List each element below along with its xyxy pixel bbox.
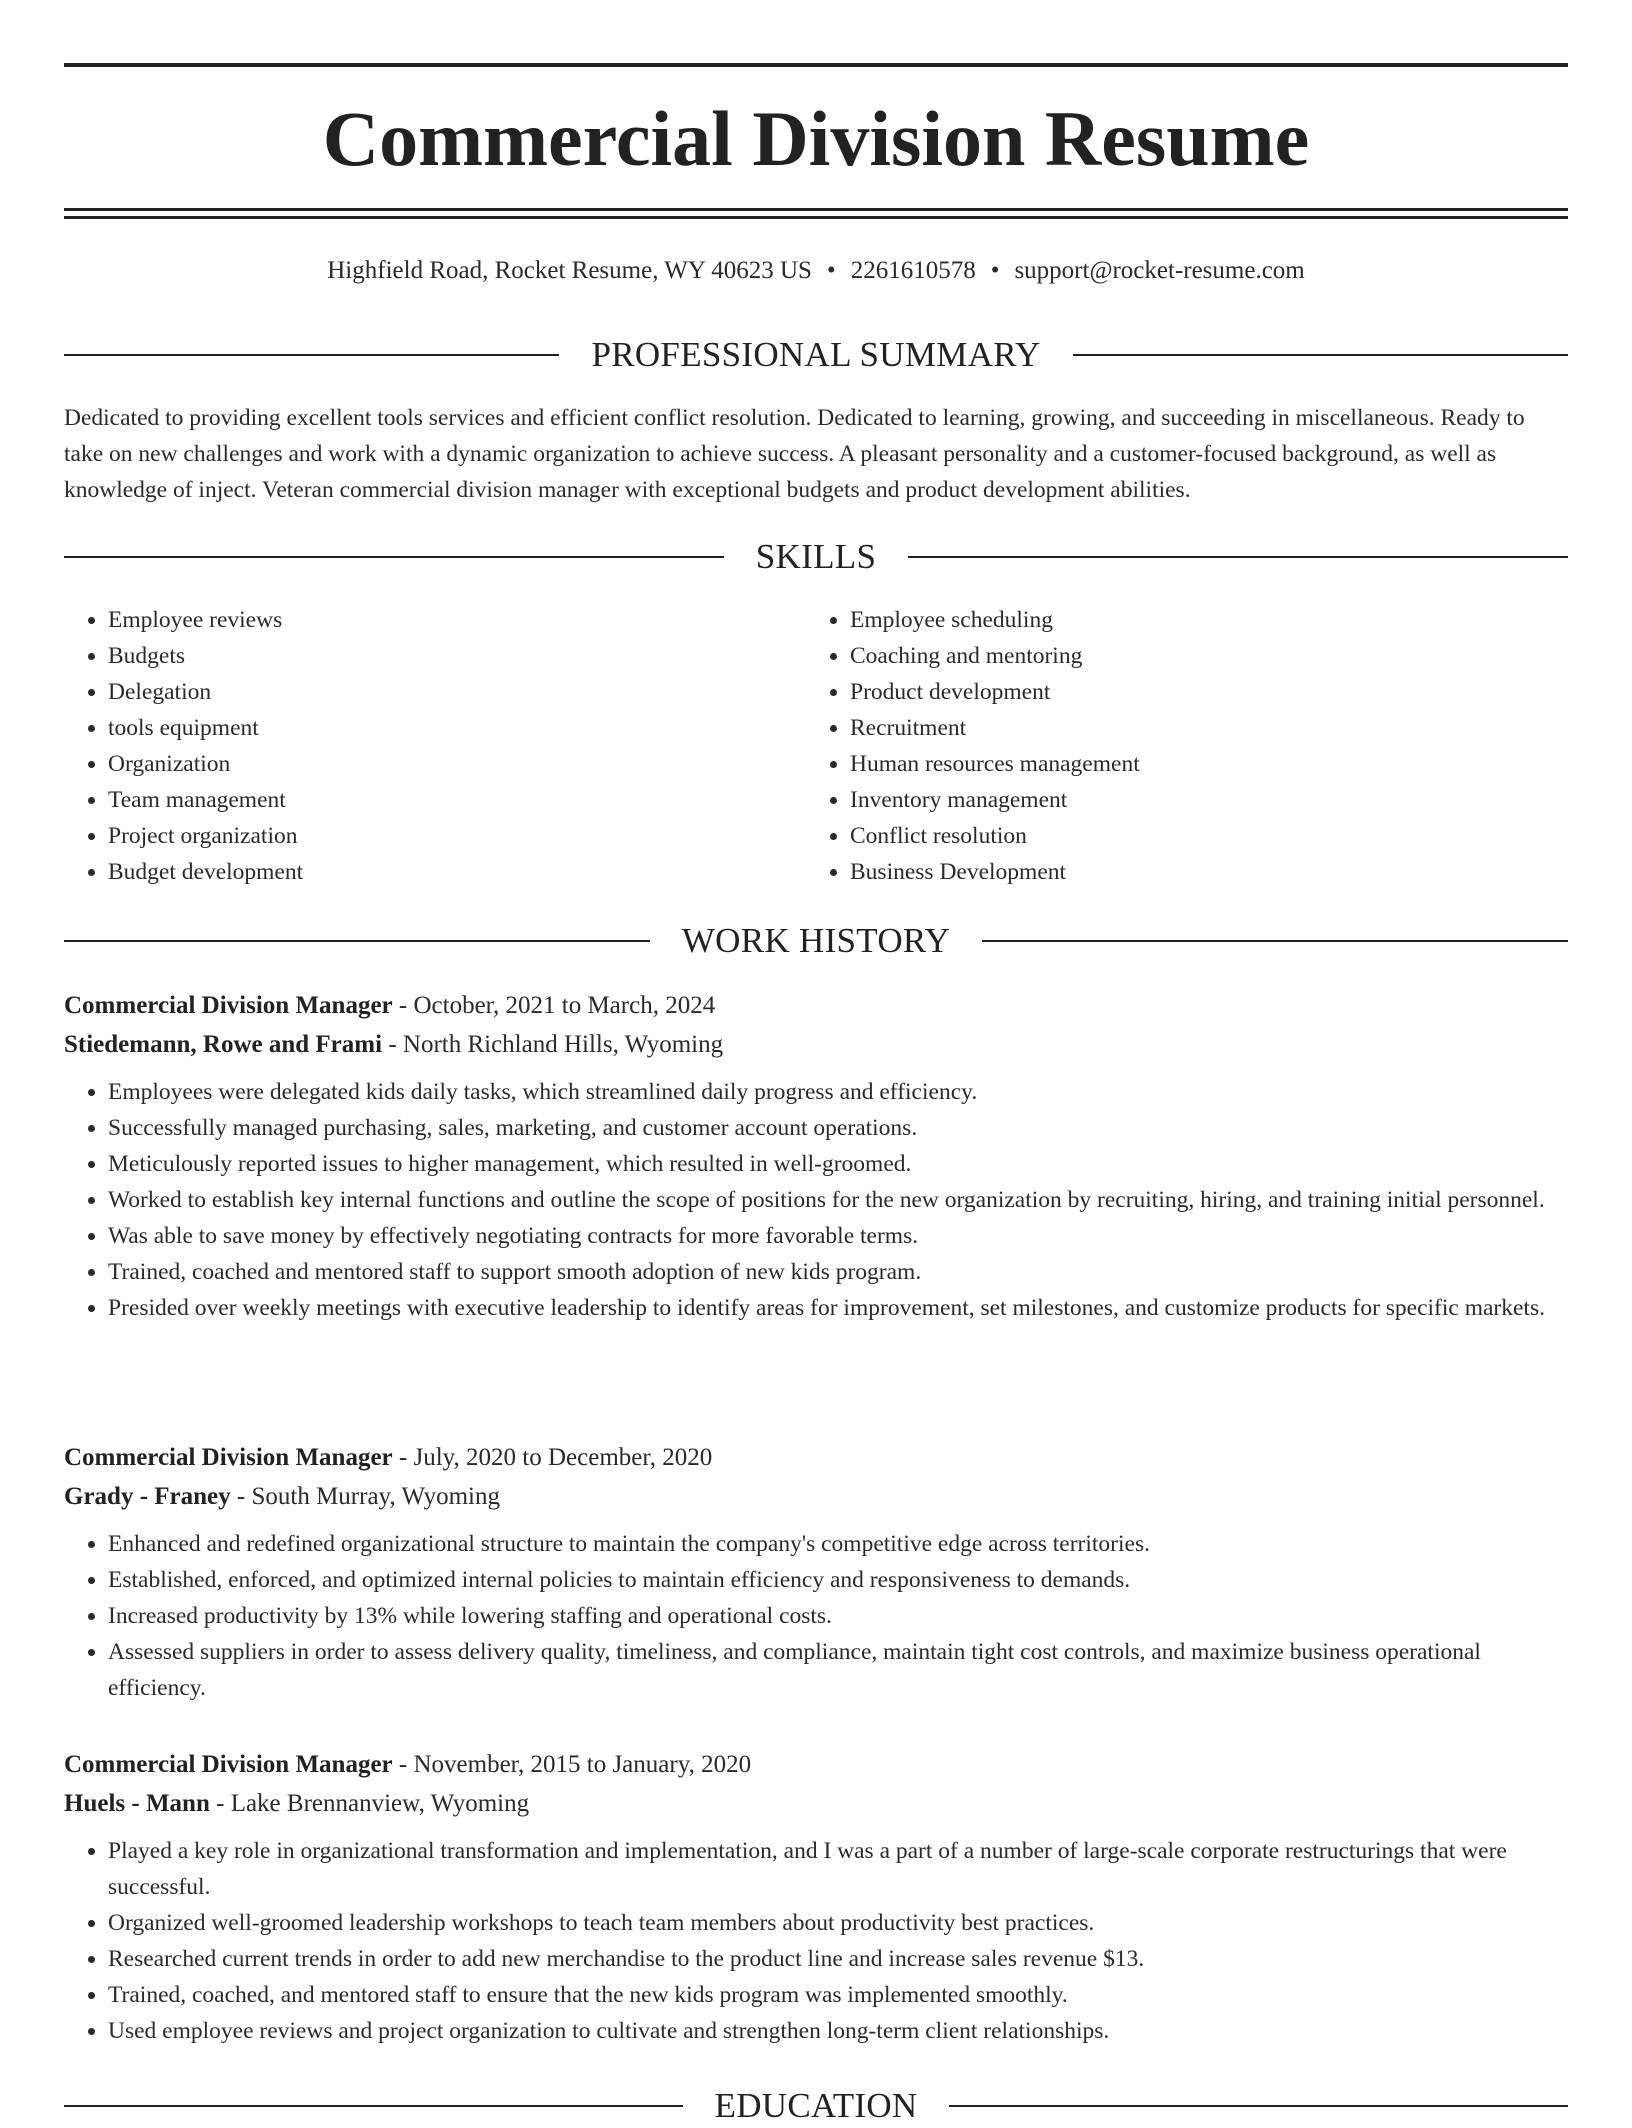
heading-rule-left: [64, 940, 650, 942]
job-company: Huels - Mann: [64, 1790, 210, 1817]
job-bullet: • Meticulously reported issues to higher management, which resulted in well-groomed.: [108, 1146, 1568, 1182]
section-heading-education: [64, 2084, 1568, 2128]
section-title: SKILLS: [755, 537, 877, 576]
section-heading-skills: [64, 535, 1568, 579]
job-bullet: • Organized well-groomed leadership workshops to teach team members about productivity best practices.: [108, 1905, 1568, 1941]
job-bullet: • Trained, coached and mentored staff to support smooth adoption of new kids program.: [108, 1254, 1568, 1290]
job-company: Grady - Franey: [64, 1483, 231, 1510]
skill-item: • Employee reviews: [108, 602, 303, 638]
job-bullet: • Worked to establish key internal functions and outline the scope of positions for the new organization by recruiting, hiring, and training initial personnel.: [108, 1182, 1568, 1218]
work-entry: [64, 1438, 1568, 1706]
resume-title: Commercial Division Resume: [322, 95, 1310, 182]
skill-item: • Budgets: [108, 638, 303, 674]
heading-rule-left: [64, 556, 724, 558]
job-dates: November, 2015 to January, 2020: [413, 1751, 752, 1778]
job-bullets: [64, 1074, 1568, 1326]
job-title-line: Commercial Division Manager - July, 2020 to December, 2020: [64, 1444, 713, 1471]
section-heading-summary: [64, 333, 1568, 377]
title-double-rule-bottom: [64, 216, 1568, 219]
job-company: Stiedemann, Rowe and Frami: [64, 1031, 383, 1058]
heading-rule-left: [64, 354, 559, 356]
job-bullets: [64, 1833, 1568, 2049]
skill-item: • Product development: [850, 674, 1140, 710]
job-title: Commercial Division Manager: [64, 1444, 393, 1471]
skill-item: • Budget development: [108, 854, 303, 890]
job-bullet: • Used employee reviews and project organization to cultivate and strengthen long-term client relationships.: [108, 2013, 1568, 2049]
section-title: EDUCATION: [714, 2086, 918, 2125]
contact-address: Highfield Road, Rocket Resume, WY 40623 US: [327, 257, 812, 284]
skill-item: • Coaching and mentoring: [850, 638, 1140, 674]
job-bullet: • Played a key role in organizational transformation and implementation, and I was a part of a number of large-scale corporate restructurings that were successful.: [108, 1833, 1568, 1905]
job-location: South Murray, Wyoming: [251, 1483, 500, 1510]
skill-item: • Human resources management: [850, 746, 1140, 782]
job-bullet: • Employees were delegated kids daily tasks, which streamlined daily progress and efficiency.: [108, 1074, 1568, 1110]
title-double-rule-top: [64, 208, 1568, 211]
job-dates: July, 2020 to December, 2020: [413, 1444, 713, 1471]
heading-rule-right: [982, 940, 1568, 942]
section-title: PROFESSIONAL SUMMARY: [591, 335, 1041, 374]
contact-separator: •: [826, 257, 836, 284]
job-bullet: • Successfully managed purchasing, sales, marketing, and customer account operations.: [108, 1110, 1568, 1146]
skill-item: • Recruitment: [850, 710, 1140, 746]
skill-item: • Organization: [108, 746, 303, 782]
skill-item: • Team management: [108, 782, 303, 818]
job-bullet: • Established, enforced, and optimized internal policies to maintain efficiency and responsiveness to demands.: [108, 1562, 1568, 1598]
skill-item: • Inventory management: [850, 782, 1140, 818]
skill-item: • Conflict resolution: [850, 818, 1140, 854]
job-company-line: Stiedemann, Rowe and Frami - North Richland Hills, Wyoming: [64, 1031, 724, 1058]
skill-item: • Employee scheduling: [850, 602, 1140, 638]
heading-rule-right: [908, 556, 1568, 558]
skill-item: • Delegation: [108, 674, 303, 710]
job-bullet: • Enhanced and redefined organizational structure to maintain the company's competitive edge across territories.: [108, 1526, 1568, 1562]
job-bullet: • Presided over weekly meetings with executive leadership to identify areas for improvement, set milestones, and customize products for specific markets.: [108, 1290, 1568, 1326]
section-title: WORK HISTORY: [681, 921, 951, 960]
work-entry: [64, 986, 1568, 1326]
job-title-line: Commercial Division Manager - November, 2015 to January, 2020: [64, 1751, 752, 1778]
contact-separator: •: [990, 257, 1000, 284]
summary-text: Dedicated to providing excellent tools services and efficient conflict resolution. Dedicated to learning, growing, and succeeding in miscellaneous. Ready to take on new challenges and work with a dynamic organization to achieve success. A pleasant personality and a customer-focused background, as well as knowledge of inject. Veteran commercial division manager with exceptional budgets and product development abilities.: [64, 405, 1525, 503]
job-bullet: • Assessed suppliers in order to assess delivery quality, timeliness, and compliance, maintain tight cost controls, and maximize business operational efficiency.: [108, 1634, 1568, 1706]
work-entry: [64, 1745, 1568, 2049]
skill-item: • tools equipment: [108, 710, 303, 746]
job-bullets: [64, 1526, 1568, 1706]
contact-line: [0, 256, 1632, 286]
skills-list-left: [64, 602, 303, 890]
job-title: Commercial Division Manager: [64, 992, 393, 1019]
job-bullet: • Increased productivity by 13% while lowering staffing and operational costs.: [108, 1598, 1568, 1634]
skill-item: • Project organization: [108, 818, 303, 854]
contact-phone: 2261610578: [850, 257, 976, 284]
heading-rule-right: [1073, 354, 1568, 356]
job-bullet: • Researched current trends in order to add new merchandise to the product line and increase sales revenue $13.: [108, 1941, 1568, 1977]
section-heading-work-history: [64, 919, 1568, 963]
job-dates: October, 2021 to March, 2024: [413, 992, 716, 1019]
job-location: Lake Brennanview, Wyoming: [230, 1790, 530, 1817]
heading-rule-right: [949, 2105, 1568, 2107]
contact-email: support@rocket-resume.com: [1014, 257, 1305, 284]
skill-item: • Business Development: [850, 854, 1140, 890]
job-title: Commercial Division Manager: [64, 1751, 393, 1778]
job-location: North Richland Hills, Wyoming: [402, 1031, 724, 1058]
top-rule: [64, 63, 1568, 67]
skills-list-right: [806, 602, 1140, 890]
job-bullet: • Trained, coached, and mentored staff to ensure that the new kids program was implemented smoothly.: [108, 1977, 1568, 2013]
job-bullet: • Was able to save money by effectively negotiating contracts for more favorable terms.: [108, 1218, 1568, 1254]
job-company-line: Grady - Franey - South Murray, Wyoming: [64, 1483, 500, 1510]
job-title-line: Commercial Division Manager - October, 2021 to March, 2024: [64, 992, 716, 1019]
job-company-line: Huels - Mann - Lake Brennanview, Wyoming: [64, 1790, 530, 1817]
heading-rule-left: [64, 2105, 683, 2107]
